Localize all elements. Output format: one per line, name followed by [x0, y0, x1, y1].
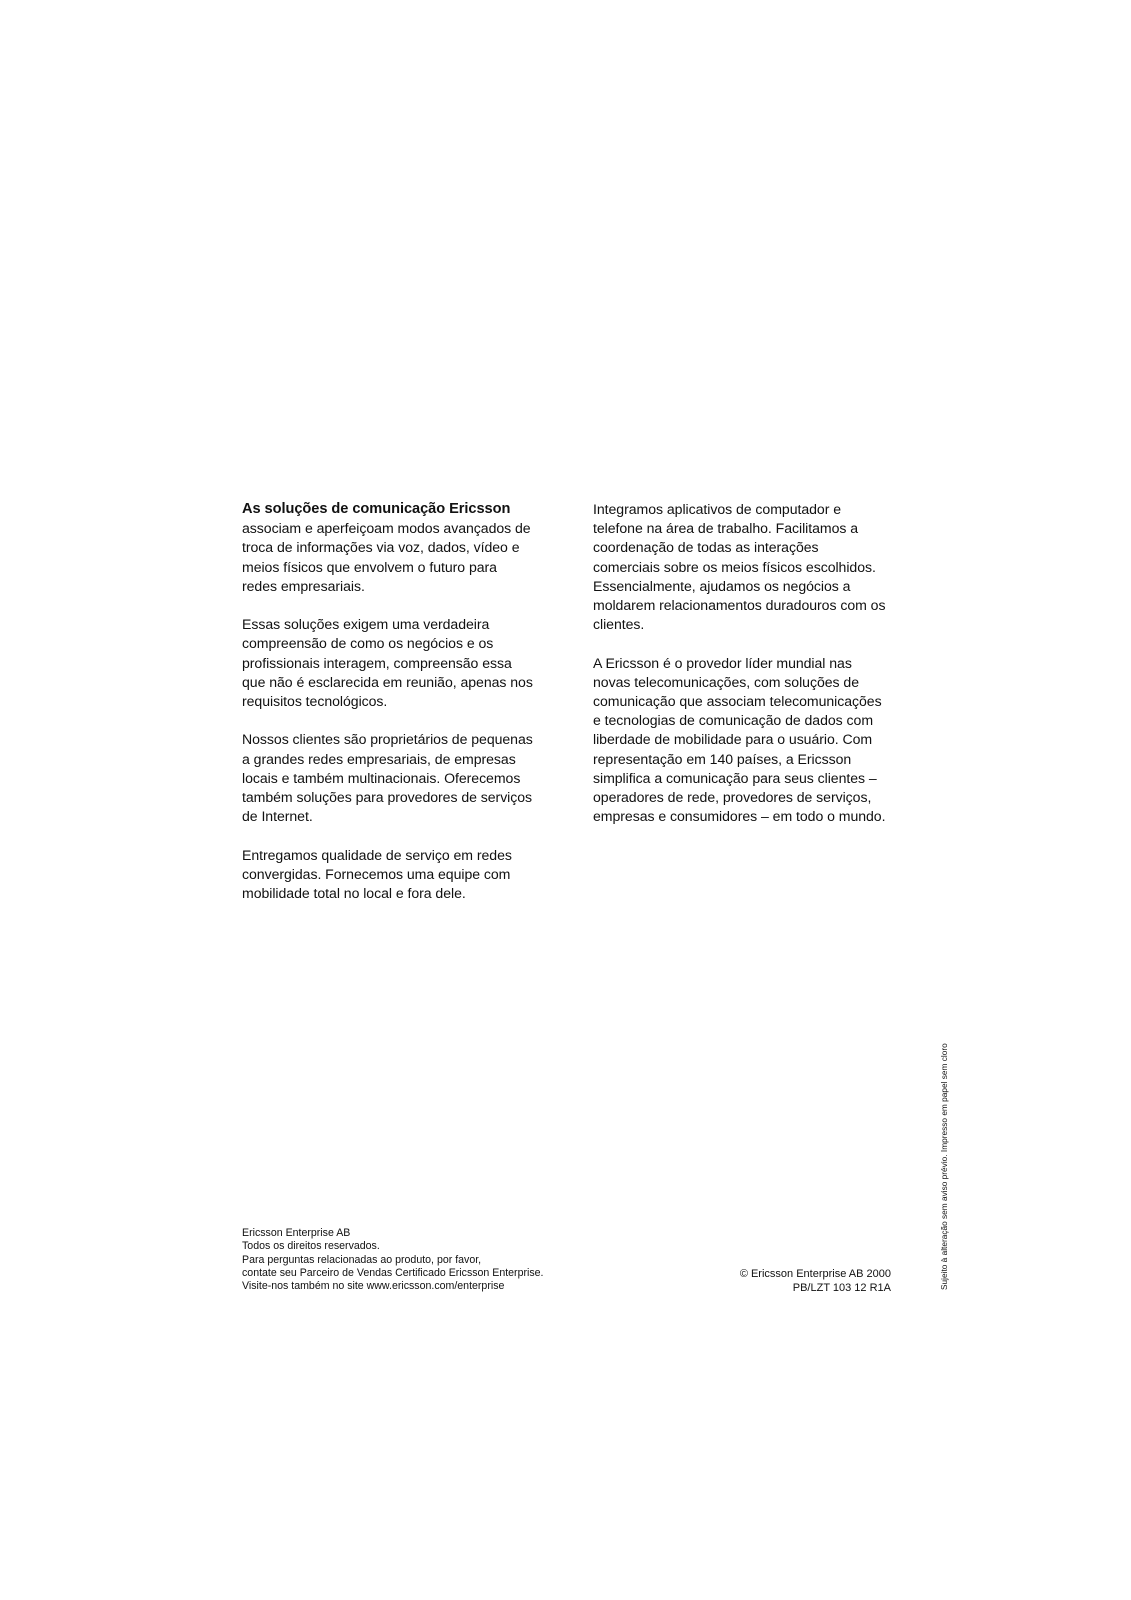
copyright-block	[660, 1268, 891, 1295]
text-line: de Internet.	[242, 808, 313, 825]
text-line: coordenação de todas as interações	[593, 539, 819, 556]
intro-lead-heading: As soluções de comunicação Ericsson	[242, 501, 511, 517]
text-line: empresas e consumidores – em todo o mundo.	[593, 808, 886, 825]
text-line: também soluções para provedores de serviços	[242, 789, 533, 806]
text-line: Essencialmente, ajudamos os negócios a	[593, 577, 851, 594]
contact-line: Para perguntas relacionadas ao produto, por favor,	[242, 1253, 482, 1266]
left-text-column	[242, 500, 547, 922]
understanding-paragraph	[242, 615, 547, 711]
text-line: moldarem relacionamentos duradouros com os	[593, 597, 886, 614]
text-line: associam e aperfeiçoam modos avançados de	[242, 520, 531, 537]
clients-paragraph	[242, 730, 547, 826]
text-line: a grandes redes empresariais, de empresas	[242, 750, 516, 767]
vertical-disclaimer: Sujeito à alteração sem aviso prévio. Impresso em papel sem cloro	[939, 1043, 949, 1290]
text-line: redes empresariais.	[242, 577, 365, 594]
text-line: comerciais sobre os meios físicos escolhidos.	[593, 558, 876, 575]
text-line: liberdade de mobilidade para o usuário. Com	[593, 731, 873, 748]
text-line: simplifica a comunicação para seus clientes –	[593, 769, 877, 786]
quality-paragraph	[242, 846, 547, 904]
text-line: operadores de rede, provedores de serviços,	[593, 789, 872, 806]
right-text-column	[593, 500, 903, 846]
text-line: que não é esclarecida em reunião, apenas nos	[242, 673, 533, 690]
website-line: Visite-nos também no site www.ericsson.com/enterprise	[242, 1280, 505, 1293]
company-name: Ericsson Enterprise AB	[242, 1227, 351, 1239]
text-line: Integramos aplicativos de computador e	[593, 501, 842, 517]
text-line: locais e também multinacionais. Oferecemos	[242, 769, 521, 786]
contact-line: contate seu Parceiro de Vendas Certificado Ericsson Enterprise.	[242, 1266, 544, 1279]
text-line: convergidas. Fornecemos uma equipe com	[242, 865, 511, 882]
text-line: representação em 140 países, a Ericsson	[593, 750, 852, 767]
text-line: meios físicos que envolvem o futuro para	[242, 558, 497, 575]
text-line: compreensão de como os negócios e os	[242, 635, 494, 652]
text-line: clientes.	[593, 616, 645, 633]
document-code: PB/LZT 103 12 R1A	[792, 1281, 891, 1294]
text-line: requisitos tecnológicos.	[242, 693, 388, 710]
text-line: troca de informações via voz, dados, vídeo e	[242, 539, 520, 556]
text-line: telefone na área de trabalho. Facilitamos a	[593, 520, 859, 537]
text-line: Essas soluções exigem uma verdadeira	[242, 616, 490, 633]
integration-paragraph	[593, 500, 903, 634]
text-line: profissionais interagem, compreensão essa	[242, 654, 512, 671]
text-line: novas telecomunicações, com soluções de	[593, 673, 859, 690]
company-contact-block	[242, 1227, 602, 1293]
text-line: A Ericsson é o provedor líder mundial nas	[593, 654, 852, 671]
text-line: comunicação que associam telecomunicações	[593, 693, 882, 710]
text-line: Entregamos qualidade de serviço em redes	[242, 846, 512, 863]
rights-notice: Todos os direitos reservados.	[242, 1240, 380, 1253]
intro-paragraph	[242, 500, 547, 596]
text-line: e tecnologias de comunicação de dados com	[593, 712, 874, 729]
copyright-notice: © Ericsson Enterprise AB 2000	[739, 1268, 891, 1280]
ericsson-leader-paragraph	[593, 654, 903, 827]
text-line: Nossos clientes são proprietários de pequenas	[242, 731, 533, 748]
text-line: mobilidade total no local e fora dele.	[242, 885, 466, 902]
